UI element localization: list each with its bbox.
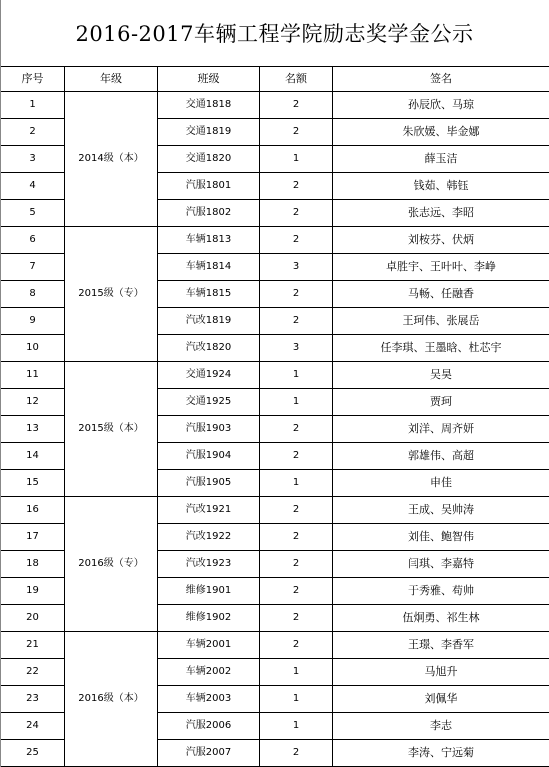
cell-class: 维修1901 <box>158 578 260 605</box>
cell-index: 1 <box>1 92 65 119</box>
cell-signature: 刘桉芬、伏炳 <box>333 227 549 254</box>
cell-class: 汽服2007 <box>158 740 260 767</box>
cell-class: 汽改1820 <box>158 335 260 362</box>
cell-quota: 2 <box>260 524 333 551</box>
cell-signature: 卓胜宇、王叶叶、李峥 <box>333 254 549 281</box>
cell-index: 8 <box>1 281 65 308</box>
cell-signature: 王成、吴帅涛 <box>333 497 549 524</box>
cell-quota: 3 <box>260 254 333 281</box>
cell-class: 车辆2003 <box>158 686 260 713</box>
cell-signature: 薛玉洁 <box>333 146 549 173</box>
cell-signature: 王璟、李香军 <box>333 632 549 659</box>
cell-class: 车辆1813 <box>158 227 260 254</box>
cell-signature: 刘佳、鲍智伟 <box>333 524 549 551</box>
cell-index: 17 <box>1 524 65 551</box>
cell-quota: 2 <box>260 632 333 659</box>
cell-class: 车辆2001 <box>158 632 260 659</box>
cell-class: 汽服1903 <box>158 416 260 443</box>
table-row <box>1 92 549 119</box>
cell-quota: 3 <box>260 335 333 362</box>
cell-quota: 2 <box>260 173 333 200</box>
cell-index: 11 <box>1 362 65 389</box>
cell-signature: 李涛、宁远菊 <box>333 740 549 767</box>
cell-grade: 2015级（专） <box>65 227 158 362</box>
cell-index: 2 <box>1 119 65 146</box>
cell-class: 汽改1922 <box>158 524 260 551</box>
cell-quota: 2 <box>260 497 333 524</box>
cell-quota: 1 <box>260 146 333 173</box>
cell-index: 25 <box>1 740 65 767</box>
cell-class: 汽服2006 <box>158 713 260 740</box>
cell-quota: 2 <box>260 227 333 254</box>
header-class: 班级 <box>158 67 260 92</box>
cell-index: 5 <box>1 200 65 227</box>
header-signature: 签名 <box>333 67 549 92</box>
header-grade: 年级 <box>65 67 158 92</box>
cell-signature: 朱欣媛、毕金娜 <box>333 119 549 146</box>
cell-index: 12 <box>1 389 65 416</box>
cell-class: 车辆2002 <box>158 659 260 686</box>
table-row <box>1 497 549 524</box>
cell-signature: 张志远、李昭 <box>333 200 549 227</box>
table-row <box>1 632 549 659</box>
cell-signature: 马旭升 <box>333 659 549 686</box>
cell-signature: 钱茹、韩钰 <box>333 173 549 200</box>
cell-signature: 孙辰欣、马琼 <box>333 92 549 119</box>
scholarship-table <box>0 66 549 767</box>
cell-signature: 申佳 <box>333 470 549 497</box>
cell-quota: 2 <box>260 308 333 335</box>
cell-class: 交通1819 <box>158 119 260 146</box>
cell-index: 7 <box>1 254 65 281</box>
cell-class: 汽服1905 <box>158 470 260 497</box>
sheet-left-edge <box>0 0 1 767</box>
cell-index: 23 <box>1 686 65 713</box>
cell-class: 汽改1921 <box>158 497 260 524</box>
cell-signature: 李志 <box>333 713 549 740</box>
cell-quota: 1 <box>260 659 333 686</box>
cell-class: 交通1820 <box>158 146 260 173</box>
cell-index: 21 <box>1 632 65 659</box>
cell-grade: 2016级（本） <box>65 632 158 767</box>
cell-grade: 2014级（本） <box>65 92 158 227</box>
cell-class: 车辆1815 <box>158 281 260 308</box>
cell-signature: 贾珂 <box>333 389 549 416</box>
cell-signature: 任李琪、王墨晗、杜芯宇 <box>333 335 549 362</box>
page-title: 2016-2017车辆工程学院励志奖学金公示 <box>75 22 474 46</box>
cell-signature: 吴昊 <box>333 362 549 389</box>
cell-signature: 闫琪、李嘉特 <box>333 551 549 578</box>
cell-index: 6 <box>1 227 65 254</box>
cell-quota: 1 <box>260 389 333 416</box>
cell-quota: 2 <box>260 443 333 470</box>
cell-class: 汽改1923 <box>158 551 260 578</box>
table-row <box>1 227 549 254</box>
cell-signature: 郭雄伟、高超 <box>333 443 549 470</box>
cell-class: 汽服1801 <box>158 173 260 200</box>
cell-grade: 2015级（本） <box>65 362 158 497</box>
cell-index: 14 <box>1 443 65 470</box>
header-index: 序号 <box>1 67 65 92</box>
cell-index: 19 <box>1 578 65 605</box>
cell-index: 13 <box>1 416 65 443</box>
cell-class: 车辆1814 <box>158 254 260 281</box>
table-body <box>1 92 549 767</box>
cell-signature: 伍炯勇、祁生林 <box>333 605 549 632</box>
cell-class: 交通1925 <box>158 389 260 416</box>
header-row <box>1 67 549 92</box>
cell-index: 15 <box>1 470 65 497</box>
cell-signature: 刘洋、周齐妍 <box>333 416 549 443</box>
cell-index: 4 <box>1 173 65 200</box>
cell-class: 交通1924 <box>158 362 260 389</box>
cell-quota: 2 <box>260 578 333 605</box>
cell-index: 22 <box>1 659 65 686</box>
cell-quota: 2 <box>260 605 333 632</box>
cell-quota: 2 <box>260 281 333 308</box>
cell-class: 汽服1904 <box>158 443 260 470</box>
cell-quota: 1 <box>260 470 333 497</box>
cell-quota: 2 <box>260 740 333 767</box>
cell-index: 3 <box>1 146 65 173</box>
cell-signature: 马畅、任融香 <box>333 281 549 308</box>
cell-quota: 2 <box>260 416 333 443</box>
cell-index: 18 <box>1 551 65 578</box>
header-quota: 名额 <box>260 67 333 92</box>
cell-quota: 2 <box>260 92 333 119</box>
cell-index: 20 <box>1 605 65 632</box>
cell-grade: 2016级（专） <box>65 497 158 632</box>
cell-index: 24 <box>1 713 65 740</box>
cell-class: 维修1902 <box>158 605 260 632</box>
table-row <box>1 362 549 389</box>
cell-quota: 1 <box>260 713 333 740</box>
cell-index: 9 <box>1 308 65 335</box>
cell-signature: 王珂伟、张展岳 <box>333 308 549 335</box>
cell-class: 汽改1819 <box>158 308 260 335</box>
cell-class: 汽服1802 <box>158 200 260 227</box>
cell-index: 10 <box>1 335 65 362</box>
cell-quota: 2 <box>260 119 333 146</box>
cell-quota: 2 <box>260 551 333 578</box>
cell-signature: 于秀雅、苟帅 <box>333 578 549 605</box>
cell-quota: 1 <box>260 362 333 389</box>
cell-signature: 刘佩华 <box>333 686 549 713</box>
cell-quota: 2 <box>260 200 333 227</box>
cell-index: 16 <box>1 497 65 524</box>
cell-quota: 1 <box>260 686 333 713</box>
cell-class: 交通1818 <box>158 92 260 119</box>
